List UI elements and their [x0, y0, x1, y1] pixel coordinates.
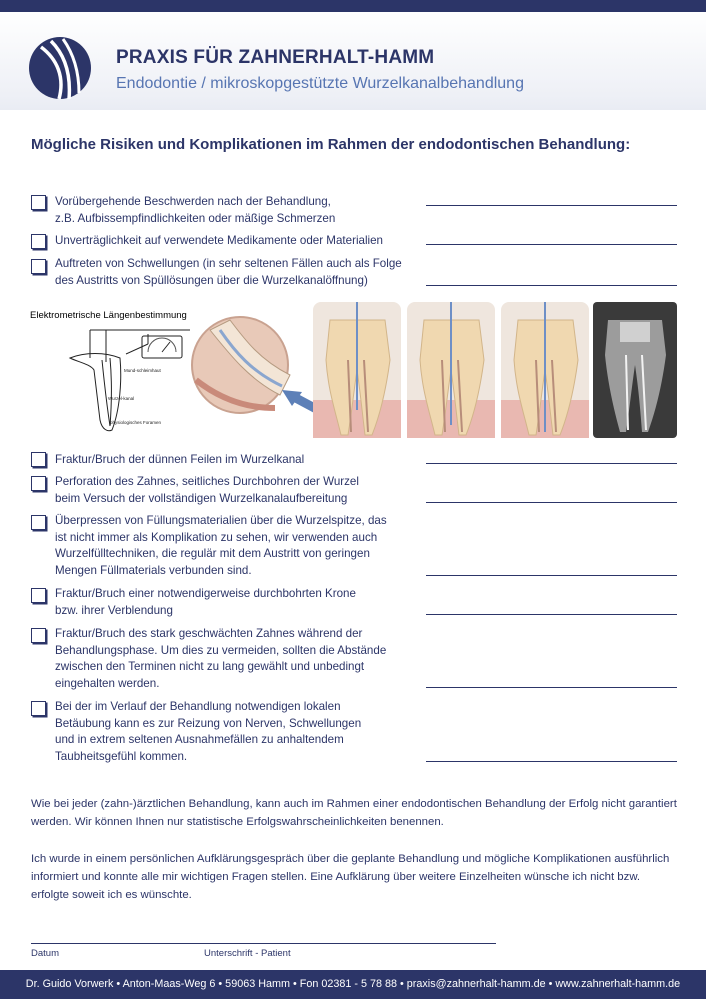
risk-text-line: Fraktur/Bruch einer notwendigerweise durchbohrten Krone: [55, 587, 356, 600]
risk-checkbox[interactable]: [31, 259, 46, 274]
illustration-graphic: [30, 300, 680, 440]
risk-text-line: z.B. Aufbissempfindlichkeiten oder mäßige Schmerzen: [55, 211, 336, 225]
magnified-root-view: [192, 317, 322, 413]
signature-label: Unterschrift - Patient: [204, 948, 291, 959]
signature-line[interactable]: [31, 943, 496, 944]
risk-text-line: Unverträglichkeit auf verwendete Medikamente oder Materialien: [55, 234, 384, 247]
risk-text-line: Perforation des Zahnes, seitliches Durchbohren der Wurzel: [55, 475, 359, 488]
risk-checkbox[interactable]: [31, 628, 46, 643]
section-heading: Mögliche Risiken und Komplikationen im Rahmen der endodontischen Behandlung:: [31, 136, 631, 153]
risk-text-line: Betäubung kann es zur Reizung von Nerven, Schwellungen: [55, 716, 362, 730]
answer-line[interactable]: [426, 285, 677, 286]
risk-text: [55, 586, 356, 619]
illustration-label: Elektrometrische Längenbestimmung: [30, 310, 187, 321]
risk-text: [55, 699, 361, 765]
answer-line[interactable]: [426, 761, 677, 762]
risk-checkbox[interactable]: [31, 452, 46, 467]
risk-checkbox[interactable]: [31, 195, 46, 210]
tooth-panel-3: [501, 302, 589, 438]
answer-line[interactable]: [426, 244, 677, 245]
disclaimer-paragraph: Wie bei jeder (zahn-)ärztlichen Behandlung, kann auch im Rahmen einer endodontischen Behandlung der Erfolg nicht garantiert werden. Wir können Ihnen nur statistische Erfolgswahrscheinlichkeiten benennen.: [31, 798, 677, 828]
risk-text: [55, 626, 386, 692]
risk-text: [55, 452, 304, 469]
diagram-label: physiologisches Foramen: [110, 420, 162, 425]
risk-text-line: ist nicht immer als Komplikation zu sehen, wir verwenden auch: [55, 530, 378, 544]
tooth-logo-icon: [29, 37, 91, 99]
risk-text: [55, 256, 402, 289]
risk-checkbox[interactable]: [31, 701, 46, 716]
tooth-panel-1: [313, 302, 401, 438]
risk-text: [55, 513, 387, 579]
diagram-label: Wurzel-kanal: [108, 396, 135, 401]
risk-text-line: Bei der im Verlauf der Behandlung notwendigen lokalen: [55, 700, 341, 713]
risk-text-line: Mengen Füllmaterials verbunden sind.: [55, 563, 252, 577]
risk-text-line: Behandlungsphase. Um dies zu vermeiden, sollten die Abstände: [55, 643, 387, 657]
risk-text-line: zwischen den Terminen nicht zu lang gewählt und unbedingt: [55, 660, 365, 673]
risk-text-line: bzw. ihrer Verblendung: [55, 603, 173, 617]
risk-checkbox[interactable]: [31, 515, 46, 530]
consent-paragraph: Ich wurde in einem persönlichen Aufklärungsgespräch über die geplante Behandlung und mögliche Komplikationen ausführlich informiert und konnte alle mir wichtigen Fragen stellen. Eine Aufklärung über weitere Einzelheiten wünsche ich nicht bzw. erfolgte soweit ich es wünschte.: [31, 853, 670, 901]
risk-text: [55, 233, 383, 250]
treatment-illustration: [30, 300, 680, 440]
risk-text-line: Auftreten von Schwellungen (in sehr seltenen Fällen auch als Folge: [55, 257, 402, 270]
risk-text-line: Taubheitsgefühl kommen.: [55, 749, 188, 763]
risk-text-line: Fraktur/Bruch der dünnen Feilen im Wurzelkanal: [55, 453, 305, 466]
tooth-panel-2: [407, 302, 495, 438]
risk-text: [55, 194, 335, 227]
risk-text-line: und in extrem seltenen Ausnahmefällen zu anhaltendem: [55, 733, 344, 746]
practice-title: PRAXIS FÜR ZAHNERHALT-HAMM: [116, 47, 435, 68]
practice-subtitle: Endodontie / mikroskopgestützte Wurzelkanalbehandlung: [116, 75, 524, 92]
risk-text-line: eingehalten werden.: [55, 676, 160, 690]
top-bar: [0, 0, 706, 12]
answer-line[interactable]: [426, 614, 677, 615]
header: [0, 12, 706, 110]
risk-text-line: Vorübergehende Beschwerden nach der Behandlung,: [55, 195, 331, 208]
risk-checkbox[interactable]: [31, 588, 46, 603]
risk-text-line: beim Versuch der vollständigen Wurzelkanalaufbereitung: [55, 491, 348, 505]
risk-checkbox[interactable]: [31, 234, 46, 249]
risk-text-line: Überpressen von Füllungsmaterialien über die Wurzelspitze, das: [55, 514, 387, 527]
date-label: Datum: [31, 948, 59, 959]
answer-line[interactable]: [426, 575, 677, 576]
answer-line[interactable]: [426, 463, 677, 464]
answer-line[interactable]: [426, 502, 677, 503]
electrometric-diagram: [70, 330, 190, 431]
risk-checkbox[interactable]: [31, 476, 46, 491]
risk-text-line: des Austritts von Spüllösungen über die Wurzelkanalöffnung): [55, 273, 368, 287]
risk-text: [55, 474, 359, 507]
diagram-label: Mund-schleimhaut: [124, 368, 161, 373]
answer-line[interactable]: [426, 205, 677, 206]
answer-line[interactable]: [426, 687, 677, 688]
risk-text-line: Fraktur/Bruch des stark geschwächten Zahnes während der: [55, 627, 363, 640]
xray-image: [593, 302, 677, 438]
footer-contact: Dr. Guido Vorwerk • Anton-Maas-Weg 6 • 59063 Hamm • Fon 02381 - 5 78 88 • praxis@zahnerhalt-hamm.de • www.zahnerhalt-hamm.de: [0, 970, 706, 999]
risk-text-line: Wurzelfülltechniken, die regulär mit dem Austritt von geringen: [55, 547, 370, 560]
